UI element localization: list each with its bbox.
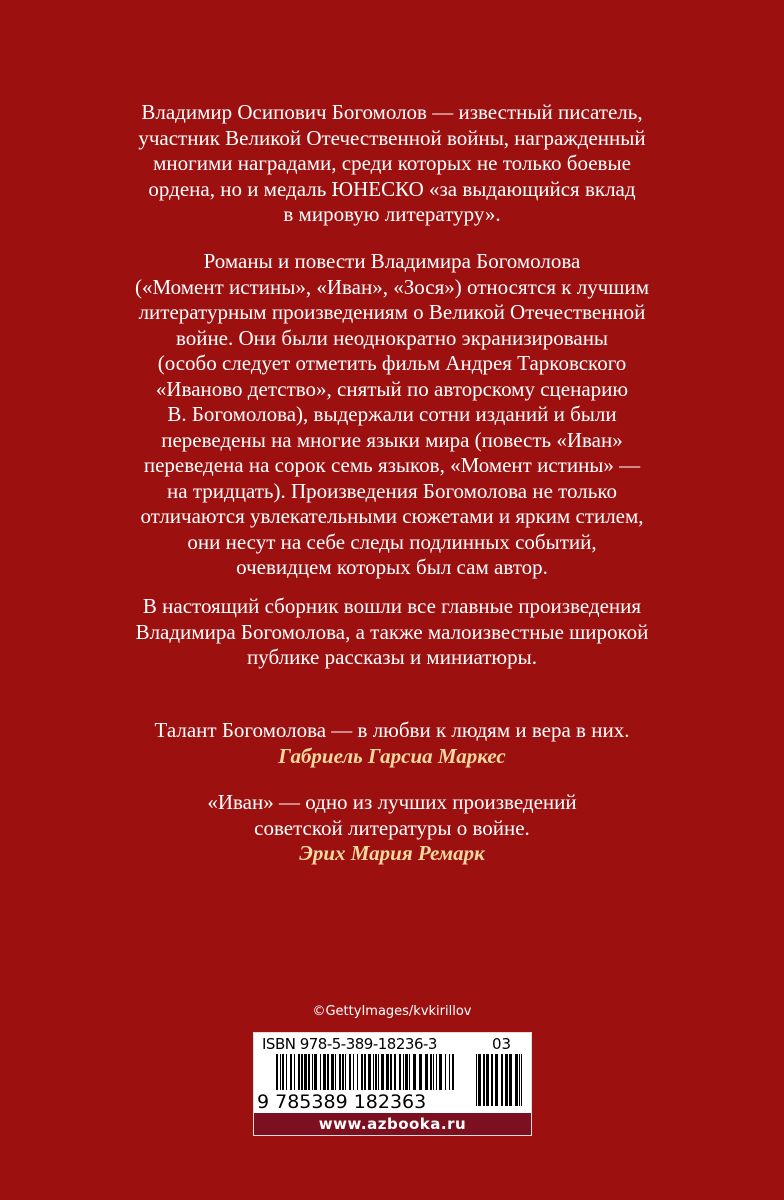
barcode-bar [286, 1054, 287, 1090]
barcode-bar [349, 1054, 351, 1090]
publisher-website: www.azbooka.ru [254, 1113, 531, 1135]
text-line: переведена на сорок семь языков, «Момент истины» — [143, 453, 641, 477]
barcode-bar [342, 1054, 344, 1090]
barcode-bar [308, 1054, 310, 1090]
text-line: (особо следует отметить фильм Андрея Тарковского [157, 351, 627, 375]
text-line: В настоящий сборник вошли все главные произведения [142, 594, 642, 618]
barcode-bar [390, 1054, 392, 1090]
text-line: Талант Богомолова — в любви к людям и вера в них. [154, 718, 630, 742]
barcode-bar [399, 1054, 401, 1090]
barcode-bar [357, 1054, 358, 1090]
barcode-bar [519, 1054, 520, 1106]
text-line: отличаются увлекательными сюжетами и ярким стилем, [140, 504, 644, 528]
barcode-addon: 03 [492, 1035, 512, 1053]
barcode-bar [368, 1054, 371, 1090]
text-line: многими наградами, среди которых не только боевые [153, 151, 631, 175]
text-line: войне. Они были неоднократно экранизированы [175, 325, 609, 350]
text-line: «Иваново детство», снятый по авторскому сценарию [155, 376, 629, 401]
text-line: Владимир Осипович Богомолов — известный писатель, [141, 100, 643, 124]
text-line: литературным произведениям о Великой Отечественной [138, 300, 646, 324]
works-description-paragraph [0, 249, 784, 581]
barcode-bar [339, 1054, 341, 1090]
barcode-bar [304, 1054, 307, 1090]
barcode-bar [394, 1054, 396, 1090]
barcode-bar [495, 1054, 498, 1106]
barcode-bar [375, 1054, 377, 1090]
barcode-bar [439, 1054, 442, 1090]
text-line: Владимира Богомолова, а также малоизвестные широкой [135, 619, 649, 644]
text-line: они несут на себе следы подлинных событий, [187, 529, 597, 554]
barcode-bar [505, 1054, 508, 1106]
barcode-bar [314, 1054, 317, 1090]
text-line: участник Великой Отечественной войны, награжденный [138, 125, 646, 150]
barcode-bar [386, 1054, 389, 1090]
barcode-bar [353, 1054, 354, 1090]
barcode-bar [445, 1054, 446, 1090]
barcode-bar [282, 1054, 284, 1090]
barcode-bar [361, 1054, 363, 1090]
barcode-bar [373, 1054, 374, 1090]
barcode-bar [331, 1054, 334, 1090]
barcode-bar [323, 1054, 326, 1090]
barcode-bar [501, 1054, 503, 1106]
barcode-bar [345, 1054, 346, 1090]
barcode-bar [521, 1054, 522, 1106]
barcode-bar [280, 1054, 281, 1090]
barcode-bar [294, 1054, 295, 1090]
barcode-bar [483, 1054, 485, 1106]
barcode-bar [403, 1054, 404, 1090]
photo-credit: ©GettyImages/kvkirillov [312, 1004, 472, 1019]
barcode-bar [378, 1054, 379, 1090]
barcode-addon-bars [476, 1054, 522, 1106]
quote-remarque [0, 790, 784, 867]
barcode-bar [276, 1054, 278, 1090]
barcode-bar [290, 1054, 292, 1090]
text-line: («Момент истины», «Иван», «Зося») относятся к лучшим [135, 274, 649, 299]
text-line: Романы и повести Владимира Богомолова [203, 249, 581, 273]
barcode-bar [515, 1054, 518, 1106]
barcode-bar [436, 1054, 437, 1090]
barcode-bar [413, 1054, 416, 1090]
text-line: переведены на многие языки мира (повесть «Иван» [161, 427, 623, 452]
barcode-bar [425, 1054, 428, 1090]
barcode-bar [298, 1054, 300, 1090]
text-line: В. Богомолова), выдержали сотни изданий и были [167, 402, 617, 426]
barcode-bar [327, 1054, 329, 1090]
barcode-bar [364, 1054, 366, 1090]
barcode-bar [312, 1054, 313, 1090]
text-line: публике рассказы и миниатюры. [247, 645, 537, 669]
barcode-bar [335, 1054, 336, 1090]
barcode-bar [409, 1054, 410, 1090]
barcode-bar [430, 1054, 432, 1090]
collection-paragraph [0, 594, 784, 671]
text-line: советской литературы о войне. [254, 815, 530, 840]
barcode-bar [509, 1054, 512, 1106]
barcode-bar [320, 1054, 321, 1090]
barcode-bar [419, 1054, 422, 1090]
barcode-bar [381, 1054, 384, 1090]
barcode-bar [491, 1054, 493, 1106]
quote-author: Габриель Гарсиа Маркес [278, 743, 506, 768]
barcode-bar [476, 1054, 477, 1106]
text-line: в мировую литературу». [283, 202, 501, 226]
quote-author: Эрих Мария Ремарк [299, 841, 485, 865]
isbn-barcode [253, 1032, 532, 1136]
text-line: ордена, но и медаль ЮНЕСКО «за выдающийся вклад [148, 176, 636, 201]
quote-marquez [0, 718, 784, 769]
barcode-bar [452, 1054, 454, 1090]
barcode-bar [478, 1054, 481, 1106]
text-line: очевидцем которых был сам автор. [236, 555, 548, 579]
barcode-bar [301, 1054, 303, 1090]
isbn-number: ISBN 978-5-389-18236-3 [262, 1035, 437, 1053]
barcode-bars [276, 1054, 456, 1090]
text-line: на тридцать). Произведения Богомолова не только [167, 478, 617, 503]
barcode-bar [433, 1054, 434, 1090]
text-line: «Иван» — одно из лучших произведений [207, 790, 577, 814]
barcode-bar [486, 1054, 489, 1106]
author-bio-paragraph [0, 100, 784, 228]
barcode-bar [449, 1054, 450, 1090]
barcode-digits: 9 785389 182363 [257, 1091, 427, 1113]
barcode-bar [405, 1054, 408, 1090]
